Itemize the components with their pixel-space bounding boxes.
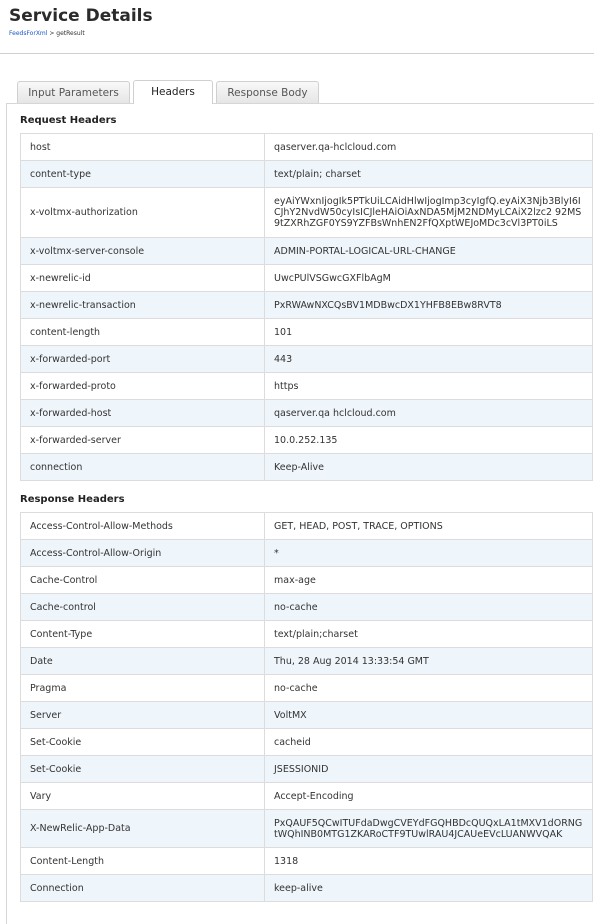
header-name: Set-Cookie xyxy=(21,756,265,783)
response-headers-table xyxy=(20,512,593,902)
header-value: text/plain;charset xyxy=(265,621,593,648)
header-name: content-type xyxy=(21,161,265,188)
header-name: Vary xyxy=(21,783,265,810)
header-name: x-newrelic-id xyxy=(21,265,265,292)
header-row xyxy=(21,513,593,540)
tab-response-body[interactable]: Response Body xyxy=(216,81,319,103)
breadcrumb xyxy=(9,30,85,37)
header-name: Set-Cookie xyxy=(21,729,265,756)
header-name: Cache-Control xyxy=(21,567,265,594)
breadcrumb-link-feedsforxml[interactable]: FeedsForXml xyxy=(9,30,48,37)
header-value: no-cache xyxy=(265,675,593,702)
page-title: Service Details xyxy=(9,6,153,26)
header-value: qaserver.qa-hclcloud.com xyxy=(265,134,593,161)
header-value: eyAiYWxnIjogIk5PTkUiLCAidHlwIjogImp3cyIgfQ.eyAiX3Njb3BlyI6ICJhY2NvdW50cyIsICJleHAiOiAxNDA5MjM2NDMyLCAiX2lzc2 92MS9tZXRhZGF0YS9YZFBsWnhEN2FfQXptWEJoMDc3cVl3PT0iLS xyxy=(265,188,593,238)
header-name: X-NewRelic-App-Data xyxy=(21,810,265,848)
header-name: x-forwarded-proto xyxy=(21,373,265,400)
header-row xyxy=(21,810,593,848)
header-value: VoltMX xyxy=(265,702,593,729)
tab-input-parameters[interactable]: Input Parameters xyxy=(17,81,130,103)
header-row xyxy=(21,875,593,902)
header-value: max-age xyxy=(265,567,593,594)
header-value: JSESSIONID xyxy=(265,756,593,783)
header-value: Keep-Alive xyxy=(265,454,593,481)
header-value: no-cache xyxy=(265,594,593,621)
header-value: PxRWAwNXCQsBV1MDBwcDX1YHFB8EBw8RVT8 xyxy=(265,292,593,319)
header-row xyxy=(21,134,593,161)
header-row xyxy=(21,188,593,238)
header-name: x-forwarded-port xyxy=(21,346,265,373)
header-row xyxy=(21,265,593,292)
request-headers-table xyxy=(20,133,593,481)
tab-headers[interactable]: Headers xyxy=(133,80,213,104)
header-value: 10.0.252.135 xyxy=(265,427,593,454)
header-row xyxy=(21,238,593,265)
header-row xyxy=(21,729,593,756)
header-row xyxy=(21,454,593,481)
header-value: text/plain; charset xyxy=(265,161,593,188)
header-value: ADMIN-PORTAL-LOGICAL-URL-CHANGE xyxy=(265,238,593,265)
header-row xyxy=(21,400,593,427)
header-value: keep-alive xyxy=(265,875,593,902)
header-value: qaserver.qa hclcloud.com xyxy=(265,400,593,427)
header-value: Thu, 28 Aug 2014 13:33:54 GMT xyxy=(265,648,593,675)
header-name: x-forwarded-host xyxy=(21,400,265,427)
header-value: cacheid xyxy=(265,729,593,756)
header-row xyxy=(21,161,593,188)
response-headers-title: Response Headers xyxy=(20,494,125,505)
breadcrumb-separator: > xyxy=(47,30,57,37)
header-name: Cache-control xyxy=(21,594,265,621)
header-name: Content-Length xyxy=(21,848,265,875)
header-row xyxy=(21,346,593,373)
breadcrumb-current: getResult xyxy=(56,30,85,37)
header-row xyxy=(21,540,593,567)
header-name: Date xyxy=(21,648,265,675)
header-name: Server xyxy=(21,702,265,729)
header-value: 1318 xyxy=(265,848,593,875)
header-name: Connection xyxy=(21,875,265,902)
request-headers-title: Request Headers xyxy=(20,115,117,126)
header-value: UwcPUlVSGwcGXFlbAgM xyxy=(265,265,593,292)
header-name: host xyxy=(21,134,265,161)
header-value: 101 xyxy=(265,319,593,346)
header-name: x-newrelic-transaction xyxy=(21,292,265,319)
header-value: Accept-Encoding xyxy=(265,783,593,810)
header-value: GET, HEAD, POST, TRACE, OPTIONS xyxy=(265,513,593,540)
header-row xyxy=(21,648,593,675)
header-row xyxy=(21,621,593,648)
header-row xyxy=(21,292,593,319)
header-name: Access-Control-Allow-Origin xyxy=(21,540,265,567)
header-name: x-voltmx-authorization xyxy=(21,188,265,238)
header-name: Pragma xyxy=(21,675,265,702)
header-name: x-forwarded-server xyxy=(21,427,265,454)
header-name: Access-Control-Allow-Methods xyxy=(21,513,265,540)
header-row xyxy=(21,373,593,400)
header-row xyxy=(21,702,593,729)
header-name: Content-Type xyxy=(21,621,265,648)
header-row xyxy=(21,427,593,454)
header-row xyxy=(21,319,593,346)
header-row xyxy=(21,567,593,594)
header-name: x-voltmx-server-console xyxy=(21,238,265,265)
header-row xyxy=(21,594,593,621)
header-row xyxy=(21,848,593,875)
header-row xyxy=(21,675,593,702)
header-name: content-length xyxy=(21,319,265,346)
header-row xyxy=(21,756,593,783)
header-value: 443 xyxy=(265,346,593,373)
header-value: * xyxy=(265,540,593,567)
header-row xyxy=(21,783,593,810)
header-name: connection xyxy=(21,454,265,481)
page-header xyxy=(0,0,594,54)
header-value: PxQAUF5QCwITUFdaDwgCVEYdFGQHBDcQUQxLA1tMXV1dORNGtWQhINB0MTG1ZKARoCTF9TUwlRAU4JCAUeEVcLUANWVQAK xyxy=(265,810,593,848)
header-value: https xyxy=(265,373,593,400)
